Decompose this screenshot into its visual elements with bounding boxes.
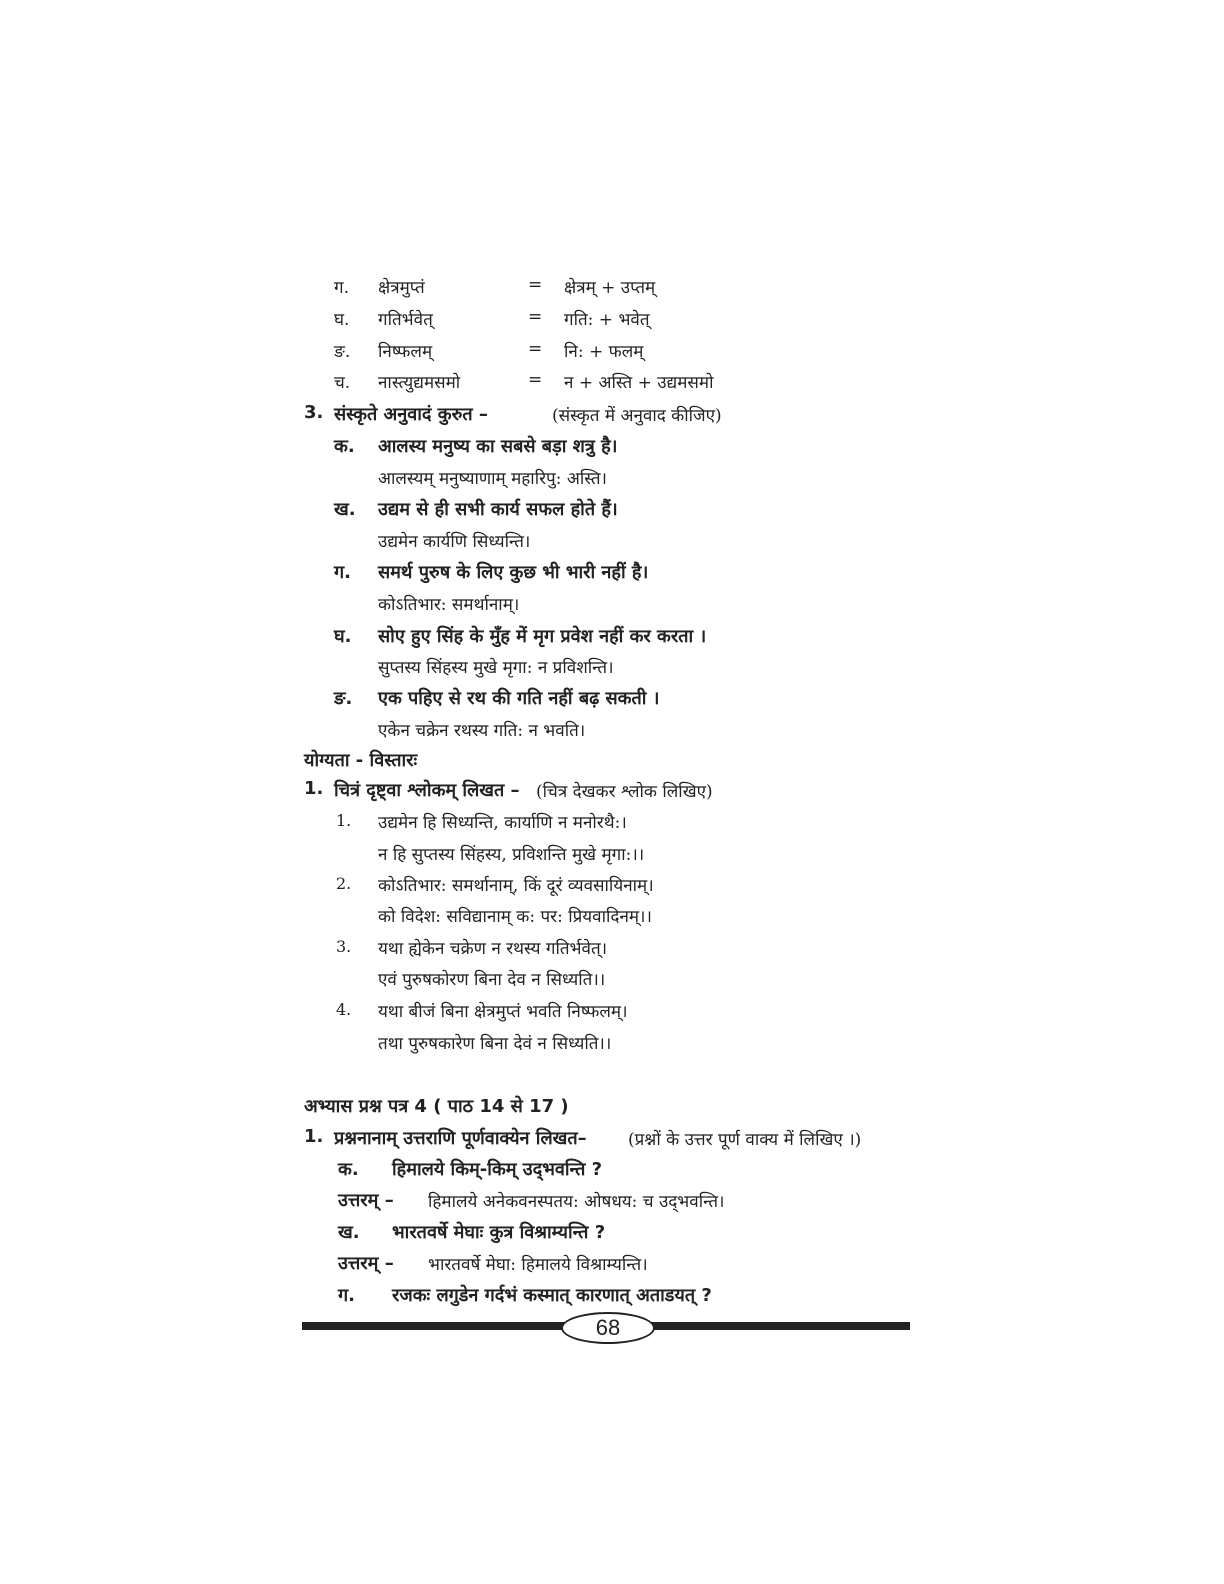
page-number-badge [561,1312,655,1344]
answer-text: भारतवर्षे मेघा: हिमालये विश्राम्यन्ति। [428,1255,648,1275]
hindi-sentence: समर्थ पुरुष के लिए कुछ भी भारी नहीं है। [378,562,649,583]
sandhi-split: क्षेत्रम् + उप्तम् [564,278,656,298]
shloka-line: एवं पुरुषकोरण बिना देव न सिध्यति।। [378,970,606,990]
question-instruction: (प्रश्नों के उत्तर पूर्ण वाक्य में लिखिए ।) [628,1130,862,1150]
sanskrit-translation: सुप्तस्य सिंहस्य मुखे मृगा: न प्रविशन्ति। [378,658,614,678]
sandhi-label: ग. [334,278,349,298]
page-number: 68 [595,1315,621,1340]
sandhi-equals: = [528,339,543,359]
sandhi-label: घ. [334,310,350,330]
item-label: क. [334,436,355,457]
shloka-line: को विदेश: सविद्यानाम् क: पर: प्रियवादिनम्।। [378,907,652,927]
shloka-line: यथा बीजं बिना क्षेत्रमुप्तं भवति निष्फलम्। [378,1002,628,1022]
shloka-number: 4. [336,1000,352,1019]
question-title: प्रश्ननानाम् उत्तराणि पूर्णवाक्येन लिखत– [334,1128,587,1149]
shloka-line: कोऽतिभार: समर्थानाम्, किं दूरं व्यवसायिनाम्। [378,876,654,896]
item-label: क. [338,1159,359,1180]
question-number: 1. [304,1126,324,1147]
answer-text: हिमालये अनेकवनस्पतय: ओषधय: च उद्‌भवन्ति। [428,1192,725,1212]
sandhi-equals: = [528,370,543,390]
sanskrit-translation: आलस्यम् मनुष्याणाम् महारिपु: अस्ति। [378,469,607,489]
sandhi-split: नि: + फलम् [564,342,644,362]
answer-label: उत्तरम् – [338,1253,394,1274]
shloka-number: 3. [336,937,352,956]
sandhi-word: गतिर्भवेत् [378,310,433,330]
sandhi-word: नास्त्युद्यमसमो [378,373,461,393]
section-heading: अभ्यास प्रश्न पत्र 4 ( पाठ 14 से 17 ) [304,1096,569,1117]
answer-label: उत्तरम् – [338,1190,394,1211]
shloka-number: 1. [336,811,352,830]
shloka-line: यथा ह्येकेन चक्रेण न रथस्य गतिर्भवेत्। [378,939,608,959]
practice-question: हिमालये किम्-किम् उद्‌भवन्ति ? [392,1159,603,1180]
question-instruction: (चित्र देखकर श्लोक लिखिए) [536,782,713,802]
section-heading: योग्यता - विस्तारः [304,750,418,771]
shloka-line: तथा पुरुषकारेण बिना देवं न सिध्यति।। [378,1034,612,1054]
question-number: 3. [304,402,324,423]
question-number: 1. [304,778,324,799]
question-instruction: (संस्कृत में अनुवाद कीजिए) [552,406,722,426]
sandhi-equals: = [528,275,543,295]
sandhi-word: निष्फलम् [378,342,433,362]
item-label: ख. [338,1222,360,1243]
sandhi-word: क्षेत्रमुप्तं [378,278,425,298]
sandhi-equals: = [528,307,543,327]
shloka-line: न हि सुप्तस्य सिंहस्य, प्रविशन्ति मुखे मृगा:।। [378,845,645,865]
practice-question: रजकः लगुडेन गर्दभं कस्मात् कारणात् अताडयत् ? [392,1285,712,1306]
item-label: ग. [334,562,351,583]
question-title: संस्कृते अनुवादं कुरुत – [334,404,488,425]
shloka-number: 2. [336,874,352,893]
sanskrit-translation: उद्यमेन कार्यणि सिध्यन्ति। [378,532,531,552]
item-label: घ. [334,626,352,647]
hindi-sentence: आलस्य मनुष्य का सबसे बड़ा शत्रु है। [378,436,618,457]
sanskrit-translation: एकेन चक्रेन रथस्य गति: न भवति। [378,721,586,741]
practice-question: भारतवर्षे मेघाः कुत्र विश्राम्यन्ति ? [392,1222,606,1243]
hindi-sentence: उद्यम से ही सभी कार्य सफल होते हैं। [378,499,618,520]
hindi-sentence: सोए हुए सिंह के मुँह में मृग प्रवेश नहीं कर करता । [378,626,707,647]
sandhi-label: च. [334,373,351,393]
item-label: ग. [338,1285,355,1306]
sandhi-split: न + अस्ति + उद्यमसमो [564,373,714,393]
hindi-sentence: एक पहिए से रथ की गति नहीं बढ़ सकती । [378,688,660,709]
item-label: ख. [334,499,356,520]
sandhi-label: ङ. [334,342,351,362]
sandhi-split: गति: + भवेत् [564,310,650,330]
question-title: चित्रं दृष्ट्वा श्लोकम् लिखत – [334,780,520,801]
item-label: ङ. [334,688,353,709]
shloka-line: उद्यमेन हि सिध्यन्ति, कार्याणि न मनोरथै:। [378,813,627,833]
sanskrit-translation: कोऽतिभार: समर्थानाम्। [378,595,520,615]
